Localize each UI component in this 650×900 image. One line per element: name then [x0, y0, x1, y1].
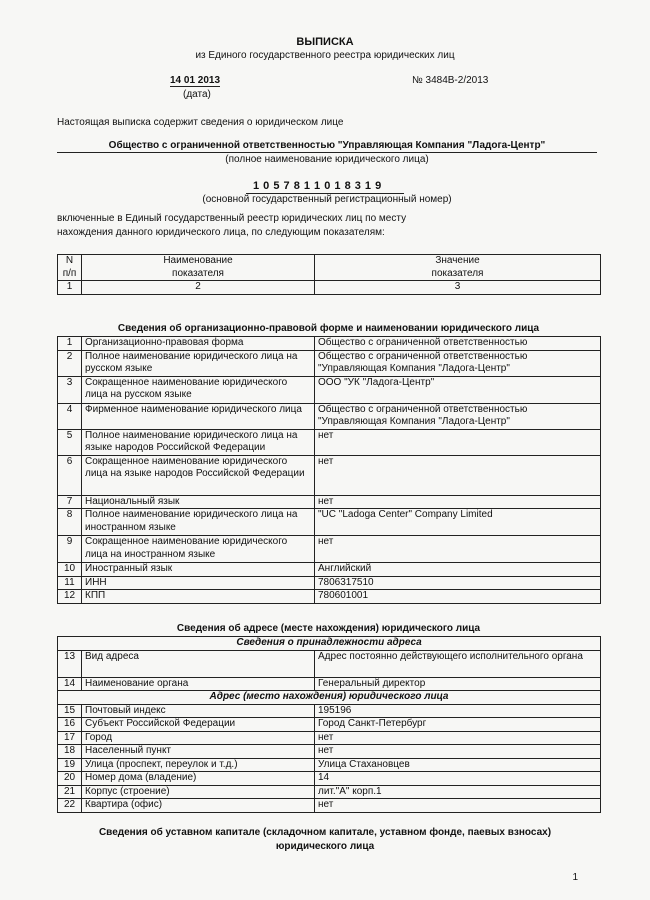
row-indicator-name: Город [82, 731, 315, 745]
row-indicator-name: Сокращенное наименование юридического лица на русском языке [82, 376, 315, 403]
ogrn-caption: (основной государственный регистрационный номер) [202, 194, 452, 205]
section3-title-line-2: юридического лица [275, 841, 375, 852]
row-number: 11 [58, 576, 82, 590]
row-indicator-value: Общество с ограниченной ответственностью "Управляющая Компания "Ладога-Центр" [315, 350, 601, 376]
row-indicator-name: Сокращенное наименование юридического лица на языке народов Российской Федерации [82, 455, 315, 495]
row-number: 12 [58, 590, 82, 604]
table-row [58, 429, 601, 455]
address-table [57, 636, 601, 813]
row-indicator-value: нет [315, 731, 601, 745]
row-indicator-name: Почтовый индекс [82, 704, 315, 718]
row-indicator-value: Адрес постоянно действующего исполнительного органа [315, 650, 601, 677]
row-indicator-value: нет [315, 536, 601, 563]
row-number: 19 [58, 758, 82, 772]
row-indicator-name: Субъект Российской Федерации [82, 718, 315, 732]
legal-address-subheader: Адрес (место нахождения) юридического лица [58, 691, 601, 705]
row-number: 1 [58, 337, 82, 351]
row-indicator-value: ООО "УК "Ладога-Центр" [315, 376, 601, 403]
row-indicator-name: Корпус (строение) [82, 785, 315, 799]
row-number: 7 [58, 495, 82, 509]
organization-form-table [57, 336, 601, 604]
row-indicator-value: 780601001 [315, 590, 601, 604]
table-row [58, 772, 601, 786]
row-indicator-value: нет [315, 799, 601, 813]
table-row [58, 576, 601, 590]
row-indicator-name: Полное наименование юридического лица на русском языке [82, 350, 315, 376]
table-row [58, 350, 601, 376]
column-index-3: 3 [315, 281, 601, 295]
row-indicator-value: лит."А" корп.1 [315, 785, 601, 799]
table-row [58, 495, 601, 509]
table-row [58, 758, 601, 772]
row-indicator-name: Сокращенное наименование юридического лица на иностранном языке [82, 536, 315, 563]
row-number: 16 [58, 718, 82, 732]
table-row [58, 650, 601, 677]
company-full-name: Общество с ограниченной ответственностью "Управляющая Компания "Ладога-Центр" [108, 140, 546, 151]
row-indicator-name: Полное наименование юридического лица на языке народов Российской Федерации [82, 429, 315, 455]
row-number: 5 [58, 429, 82, 455]
document-title: ВЫПИСКА [296, 36, 354, 48]
table-row [58, 799, 601, 813]
row-number: 18 [58, 745, 82, 759]
section3-title-line-1: Сведения об уставном капитале (складочном капитале, уставном фонде, паевых взносах) [98, 827, 552, 838]
row-indicator-value: Генеральный директор [315, 677, 601, 691]
address-affiliation-subheader: Сведения о принадлежности адреса [58, 637, 601, 651]
row-number: 14 [58, 677, 82, 691]
row-indicator-value: нет [315, 429, 601, 455]
row-number: 22 [58, 799, 82, 813]
table-row [58, 785, 601, 799]
row-indicator-value: Город Санкт-Петербург [315, 718, 601, 732]
row-indicator-name: КПП [82, 590, 315, 604]
row-indicator-name: Организационно-правовая форма [82, 337, 315, 351]
row-number: 2 [58, 350, 82, 376]
row-indicator-name: Наименование органа [82, 677, 315, 691]
ogrn-number: 1 0 5 7 8 1 1 0 1 8 3 1 9 [253, 180, 382, 192]
row-number: 21 [58, 785, 82, 799]
row-number: 10 [58, 563, 82, 577]
row-indicator-value: Улица Стахановцев [315, 758, 601, 772]
included-line-2: нахождения данного юридического лица, по следующим показателям: [57, 227, 385, 238]
table-row [58, 403, 601, 429]
company-name-caption: (полное наименование юридического лица) [225, 154, 429, 165]
row-indicator-name: ИНН [82, 576, 315, 590]
row-number: 13 [58, 650, 82, 677]
section1-title: Сведения об организационно-правовой форме и наименовании юридического лица [117, 323, 540, 334]
row-number: 17 [58, 731, 82, 745]
document-subtitle: из Единого государственного реестра юридических лиц [195, 50, 455, 61]
row-indicator-name: Фирменное наименование юридического лица [82, 403, 315, 429]
date-caption: (дата) [183, 89, 211, 100]
column-name-header: Наименование показателя [82, 255, 315, 281]
column-value-header: Значение показателя [315, 255, 601, 281]
extract-date: 14 01 2013 [170, 75, 221, 86]
row-indicator-name: Номер дома (владение) [82, 772, 315, 786]
row-indicator-value: нет [315, 495, 601, 509]
row-indicator-value: 195196 [315, 704, 601, 718]
company-name-underline [57, 152, 597, 153]
column-index-2: 2 [82, 281, 315, 295]
table-row [58, 704, 601, 718]
extract-number: № 3484В-2/2013 [412, 75, 489, 86]
row-number: 15 [58, 704, 82, 718]
row-indicator-value: Общество с ограниченной ответственностью [315, 337, 601, 351]
column-number-header: N п/п [58, 255, 82, 281]
row-indicator-name: Населенный пункт [82, 745, 315, 759]
row-indicator-value: 14 [315, 772, 601, 786]
table-row [58, 590, 601, 604]
table-row [58, 677, 601, 691]
row-number: 20 [58, 772, 82, 786]
column-index-1: 1 [58, 281, 82, 295]
row-indicator-name: Национальный язык [82, 495, 315, 509]
table-row [58, 376, 601, 403]
table-row [58, 337, 601, 351]
row-indicator-value: Общество с ограниченной ответственностью "Управляющая Компания "Ладога-Центр" [315, 403, 601, 429]
row-indicator-name: Полное наименование юридического лица на иностранном языке [82, 509, 315, 536]
row-number: 4 [58, 403, 82, 429]
table-row [58, 563, 601, 577]
row-indicator-value: "UC "Ladoga Center" Company Limited [315, 509, 601, 536]
table-row [58, 731, 601, 745]
table-row [58, 718, 601, 732]
row-number: 8 [58, 509, 82, 536]
row-indicator-value: 7806317510 [315, 576, 601, 590]
row-indicator-name: Квартира (офис) [82, 799, 315, 813]
section2-title: Сведения об адресе (месте нахождения) юридического лица [176, 623, 481, 634]
row-number: 3 [58, 376, 82, 403]
table-row [58, 745, 601, 759]
row-number: 9 [58, 536, 82, 563]
table-row [58, 509, 601, 536]
row-indicator-value: Английский [315, 563, 601, 577]
row-number: 6 [58, 455, 82, 495]
columns-header-table [57, 254, 601, 295]
row-indicator-value: нет [315, 455, 601, 495]
row-indicator-name: Улица (проспект, переулок и т.д.) [82, 758, 315, 772]
intro-line: Настоящая выписка содержит сведения о юридическом лице [57, 117, 344, 128]
table-row [58, 536, 601, 563]
included-line-1: включенные в Единый государственный реестр юридических лиц по месту [57, 213, 407, 224]
row-indicator-name: Вид адреса [82, 650, 315, 677]
row-indicator-value: нет [315, 745, 601, 759]
row-indicator-name: Иностранный язык [82, 563, 315, 577]
table-row [58, 455, 601, 495]
page-number: 1 [572, 872, 578, 883]
